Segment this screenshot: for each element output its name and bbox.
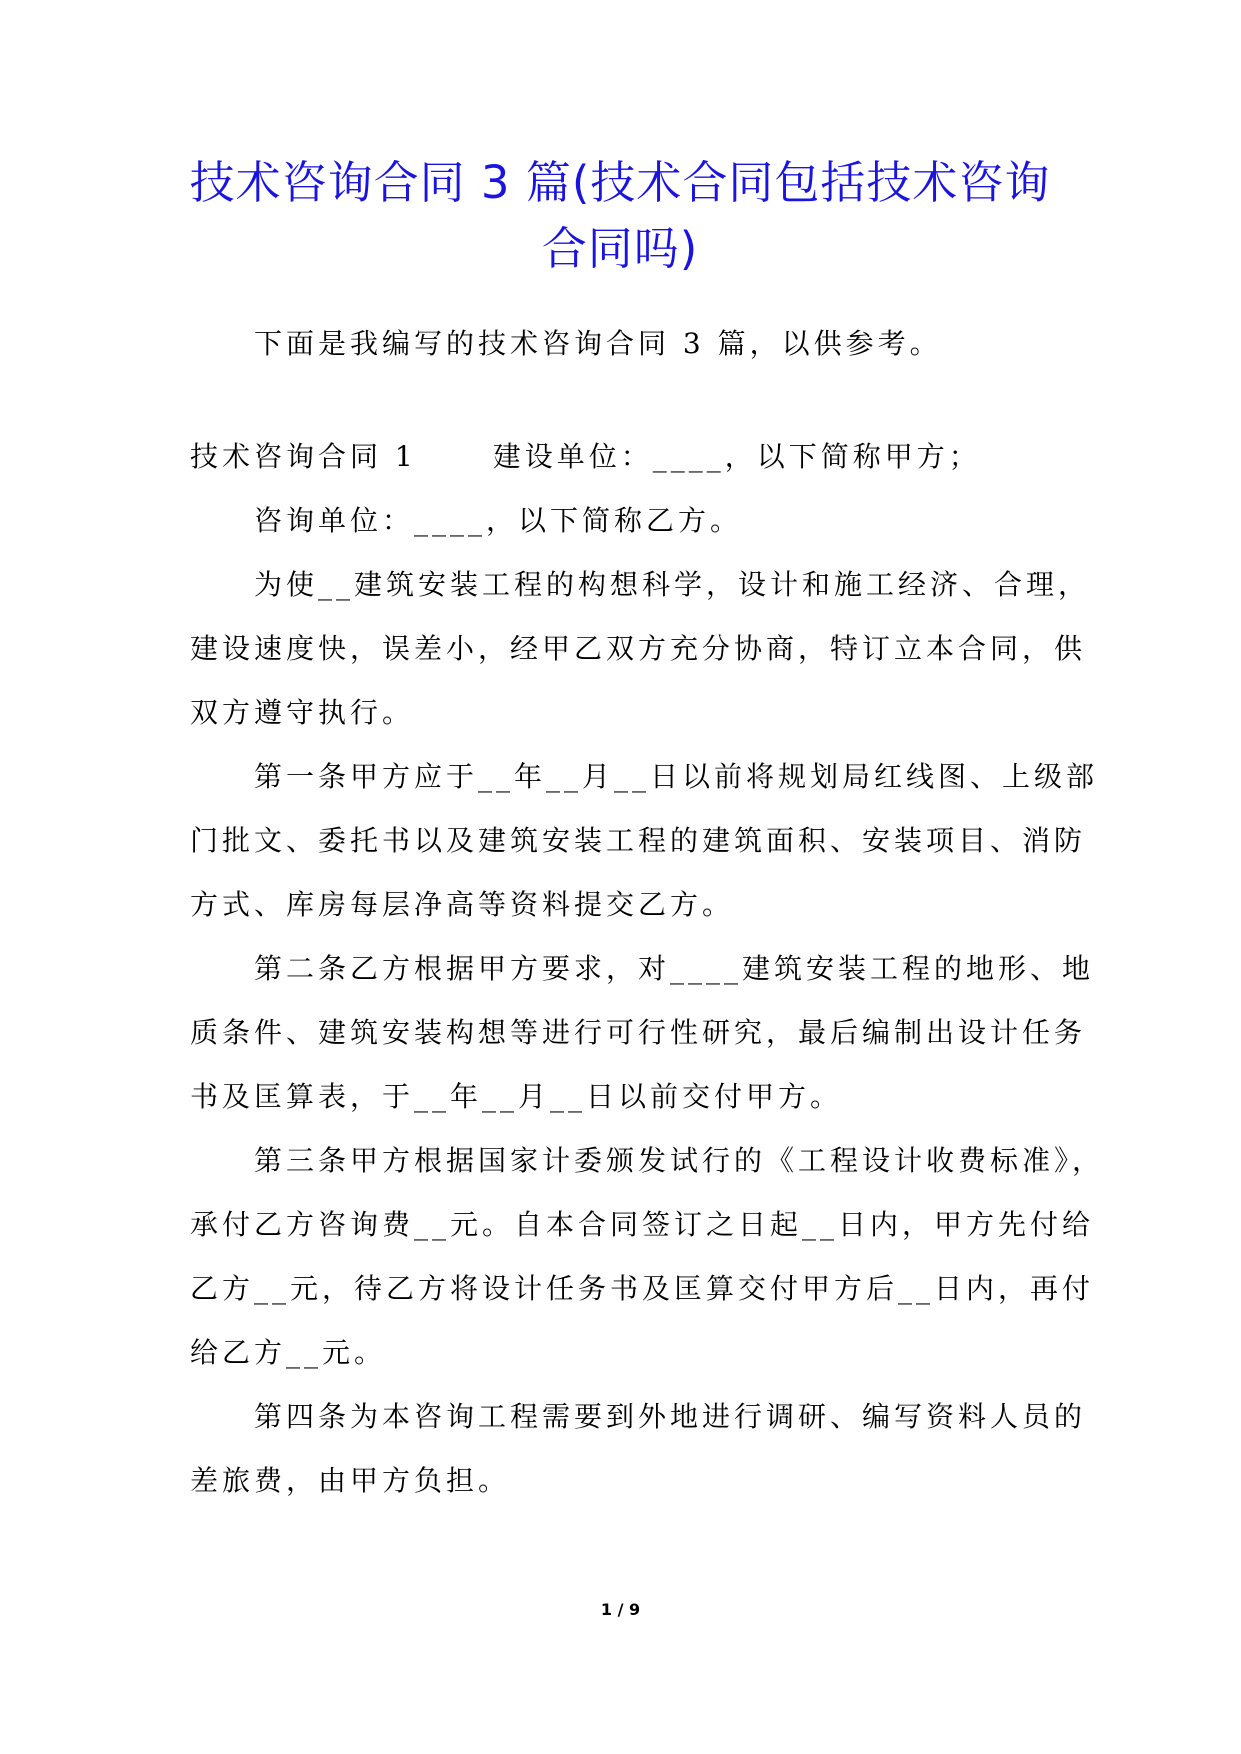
intro-paragraph: [190, 312, 1058, 376]
preamble-line: 双方遵守执行。: [190, 696, 415, 729]
party-a-clause: 建设单位：____，以下简称甲方；: [492, 440, 981, 473]
article-3-line: 乙方__元，待乙方将设计任务书及匡算交付甲方后__日内，再付: [190, 1272, 1095, 1305]
title-line-1: 技术咨询合同 3 篇(技术合同包括技术咨询: [189, 156, 1051, 209]
party-b-clause: 咨询单位：____，以下简称乙方。: [254, 504, 743, 537]
page-number: 1 / 9: [600, 1600, 641, 1619]
article-4-line: 差旅费，由甲方负担。: [190, 1464, 511, 1497]
article-3-line: 承付乙方咨询费__元。自本合同签订之日起__日内，甲方先付给: [190, 1208, 1095, 1241]
contract-heading: 技术咨询合同 1: [190, 440, 417, 473]
article-1-line: 门批文、委托书以及建筑安装工程的建筑面积、安装项目、消防: [190, 824, 1087, 857]
article-1-line: 方式、库房每层净高等资料提交乙方。: [190, 888, 735, 921]
document-title: [150, 150, 1090, 282]
article-4-line: 第四条为本咨询工程需要到外地进行调研、编写资料人员的: [254, 1400, 1087, 1433]
contract-body: [190, 425, 1105, 1513]
article-2-line: 书及匡算表，于__年__月__日以前交付甲方。: [190, 1080, 843, 1113]
contract-heading-line: [190, 425, 1058, 489]
article-3-line: 给乙方__元。: [190, 1336, 387, 1369]
article-3-line: 第三条甲方根据国家计委颁发试行的《工程设计收费标准》，: [254, 1144, 1105, 1177]
article-2-line: 质条件、建筑安装构想等进行可行性研究，最后编制出设计任务: [190, 1016, 1087, 1049]
article-1-line: 第一条甲方应于__年__月__日以前将规划局红线图、上级部: [254, 760, 1099, 793]
title-line-2: 合同吗): [541, 222, 699, 275]
intro-line: 下面是我编写的技术咨询合同 3 篇，以供参考。: [254, 327, 942, 360]
article-2-line: 第二条乙方根据甲方要求，对____建筑安装工程的地形、地: [254, 952, 1095, 985]
preamble-line: 为使__建筑安装工程的构想科学，设计和施工经济、合理，: [254, 568, 1091, 601]
preamble-line: 建设速度快，误差小，经甲乙双方充分协商，特订立本合同，供: [190, 632, 1087, 665]
